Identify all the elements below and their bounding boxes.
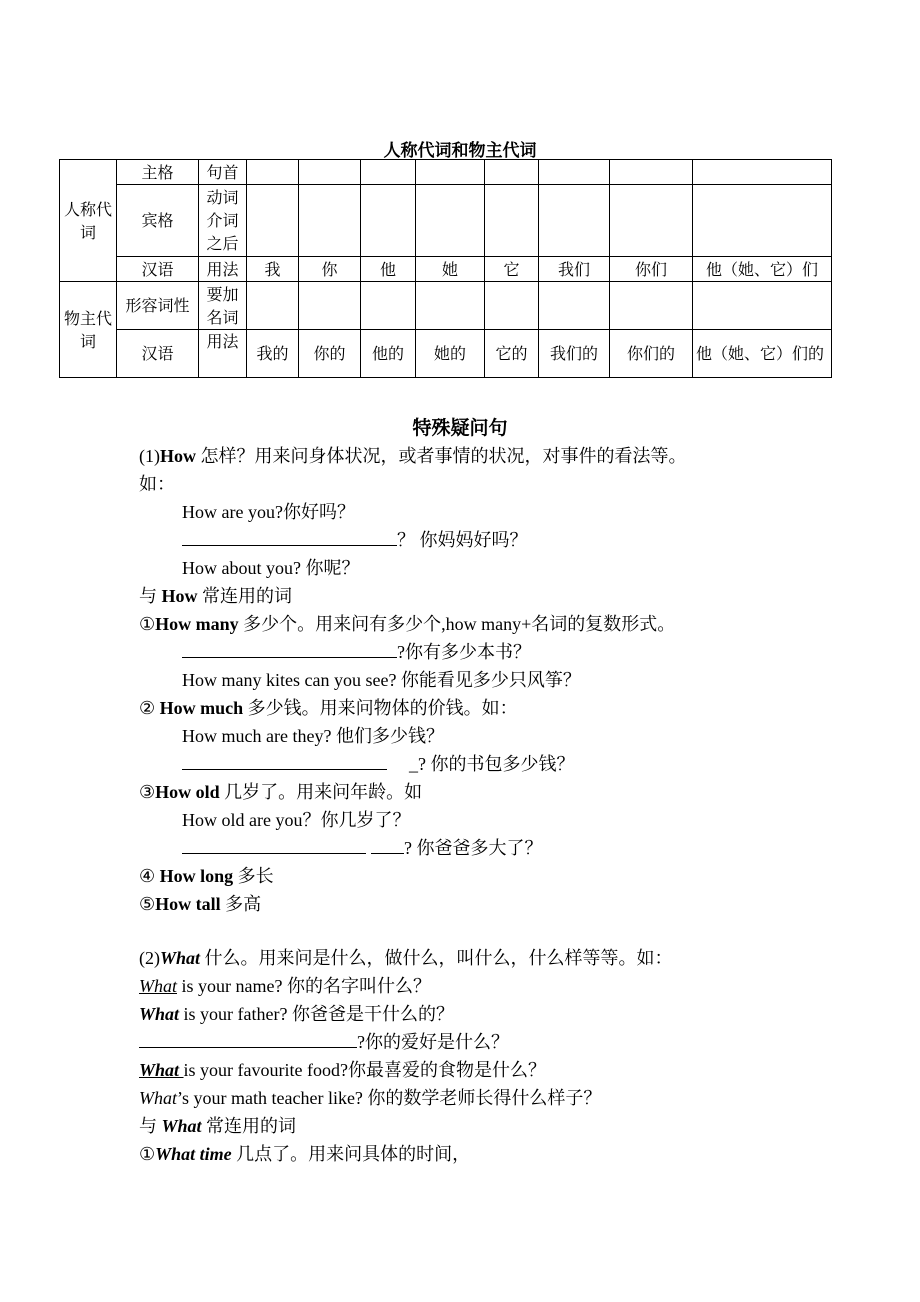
cell <box>416 160 485 185</box>
keyword: What <box>160 948 201 968</box>
keyword: What <box>139 1060 184 1080</box>
line-text: 几岁了。用来问年龄。如 <box>219 782 423 802</box>
cell <box>416 282 485 330</box>
cell <box>539 282 610 330</box>
text-line: 如： <box>139 474 175 494</box>
cell <box>610 282 693 330</box>
cell <box>610 160 693 185</box>
text-line <box>139 862 274 890</box>
example-line: How old are you？你几岁了？ <box>182 810 411 830</box>
blank-line <box>182 834 543 862</box>
subject-usage: 句首 <box>199 160 247 185</box>
keyword: How much <box>159 698 244 718</box>
text-line <box>139 1140 470 1168</box>
keyword: What <box>139 1088 177 1108</box>
cell <box>539 185 610 257</box>
cell <box>485 282 539 330</box>
possessive-cn: 我们的 <box>539 330 610 378</box>
cell <box>693 160 832 185</box>
line-text: ？ 你妈妈好吗？ <box>397 530 528 550</box>
cell <box>361 185 416 257</box>
table-title: 人称代词和物主代词 <box>383 141 537 161</box>
chinese-label: 汉语 <box>117 257 199 282</box>
pronoun-cn: 她 <box>416 257 485 282</box>
blank-line <box>139 1028 509 1056</box>
cell <box>416 185 485 257</box>
example-line: How many kites can you see? 你能看见多少只风筝？ <box>182 670 581 690</box>
text-line <box>139 610 675 638</box>
item-number: ② <box>139 698 160 718</box>
line-text: ?你的爱好是什么？ <box>357 1032 509 1052</box>
line-text: is your name? 你的名字叫什么？ <box>177 976 431 996</box>
chinese-label: 汉语 <box>117 330 199 378</box>
example-line <box>139 972 431 1000</box>
possessive-cn: 他的 <box>361 330 416 378</box>
cell <box>610 185 693 257</box>
cell <box>247 160 299 185</box>
item-number: ① <box>139 1144 156 1164</box>
cell <box>299 160 361 185</box>
line-text: 多长 <box>233 866 274 886</box>
cell <box>485 185 539 257</box>
example-line: How are you?你好吗？ <box>182 502 355 522</box>
text-line <box>139 944 673 972</box>
usage-label: 用法 <box>199 257 247 282</box>
keyword: What <box>139 976 177 996</box>
possessive-cn: 它的 <box>485 330 539 378</box>
text-line <box>139 890 261 918</box>
cell <box>361 160 416 185</box>
cell <box>485 160 539 185</box>
keyword: What <box>139 1004 180 1024</box>
section-title: 特殊疑问句 <box>412 417 508 439</box>
cell <box>693 282 832 330</box>
keyword: How long <box>159 866 234 886</box>
object-usage: 动词介词之后 <box>199 185 247 257</box>
keyword: How old <box>155 782 220 802</box>
item-number: (2) <box>139 948 160 968</box>
possessive-pronoun-label: 物主代词 <box>60 282 117 378</box>
possessive-cn: 她的 <box>416 330 485 378</box>
line-text: 与 <box>139 1116 162 1136</box>
pronoun-cn: 它 <box>485 257 539 282</box>
personal-pronoun-label: 人称代词 <box>60 160 117 282</box>
line-text: is your father? 你爸爸是干什么的？ <box>179 1004 454 1024</box>
blank-line <box>182 638 531 666</box>
example-line: How about you? 你呢？ <box>182 558 360 578</box>
text-line <box>139 582 292 610</box>
possessive-cn: 他（她、它）们的 <box>693 330 832 378</box>
cell <box>299 185 361 257</box>
keyword: How tall <box>155 894 221 914</box>
line-text: 常连用的词 <box>201 1116 297 1136</box>
cell <box>361 282 416 330</box>
item-number: ⑤ <box>139 894 156 914</box>
usage-label: 用法 <box>199 330 247 378</box>
blank-line <box>182 750 575 778</box>
line-text: ’s your math teacher like? 你的数学老师长得什么样子？ <box>177 1088 602 1108</box>
keyword: How <box>160 446 196 466</box>
item-number: ④ <box>139 866 160 886</box>
line-text: 几点了。用来问具体的时间， <box>231 1144 471 1164</box>
text-line <box>139 778 422 806</box>
adjective-usage: 要加名词 <box>199 282 247 330</box>
cell <box>247 282 299 330</box>
line-text: _? 你的书包多少钱？ <box>409 754 575 774</box>
line-text: 多少个。用来问有多少个,how many+名词的复数形式。 <box>238 614 676 634</box>
pronoun-cn: 你们 <box>610 257 693 282</box>
subject-case-label: 主格 <box>117 160 199 185</box>
object-case-label: 宾格 <box>117 185 199 257</box>
line-text: is your favourite food?你最喜爱的食物是什么？ <box>183 1060 546 1080</box>
cell <box>693 185 832 257</box>
line-text: 什么。用来问是什么，做什么，叫什么，什么样等等。如： <box>200 948 673 968</box>
answer-blank[interactable] <box>139 1029 357 1048</box>
item-number: (1) <box>139 446 160 466</box>
line-text: ?你有多少本书？ <box>397 642 531 662</box>
pronoun-cn: 你 <box>299 257 361 282</box>
possessive-cn: 你们的 <box>610 330 693 378</box>
pronoun-cn: 他 <box>361 257 416 282</box>
line-text: 多少钱。用来问物体的价钱。如： <box>243 698 518 718</box>
keyword: How <box>161 586 198 606</box>
keyword: How many <box>155 614 239 634</box>
pronoun-cn: 他（她、它）们 <box>693 257 832 282</box>
possessive-cn: 我的 <box>247 330 299 378</box>
line-text: 常连用的词 <box>197 586 292 606</box>
blank-line <box>182 526 528 554</box>
example-line: How much are they? 他们多少钱？ <box>182 726 444 746</box>
item-number: ③ <box>139 782 156 802</box>
line-text: 与 <box>139 586 162 606</box>
pronoun-cn: 我 <box>247 257 299 282</box>
example-line <box>139 1056 546 1084</box>
text-line <box>139 442 687 470</box>
example-line <box>139 1000 454 1028</box>
keyword: What <box>161 1116 202 1136</box>
text-line <box>139 694 518 722</box>
cell <box>299 282 361 330</box>
line-text: ? 你爸爸多大了？ <box>404 838 543 858</box>
item-number: ① <box>139 614 156 634</box>
answer-blank[interactable] <box>182 835 366 854</box>
possessive-cn: 你的 <box>299 330 361 378</box>
pronoun-table <box>59 159 832 378</box>
answer-blank[interactable] <box>182 751 387 770</box>
line-text: 多高 <box>220 894 262 914</box>
cell <box>539 160 610 185</box>
adjective-form-label: 形容词性 <box>117 282 199 330</box>
text-line <box>139 1112 296 1140</box>
answer-blank[interactable] <box>371 835 404 854</box>
answer-blank[interactable] <box>182 527 397 546</box>
line-text: 怎样？用来问身体状况，或者事情的状况，对事件的看法等。 <box>196 446 687 466</box>
keyword: What time <box>155 1144 232 1164</box>
pronoun-cn: 我们 <box>539 257 610 282</box>
cell <box>247 185 299 257</box>
answer-blank[interactable] <box>182 639 397 658</box>
example-line <box>139 1084 601 1112</box>
